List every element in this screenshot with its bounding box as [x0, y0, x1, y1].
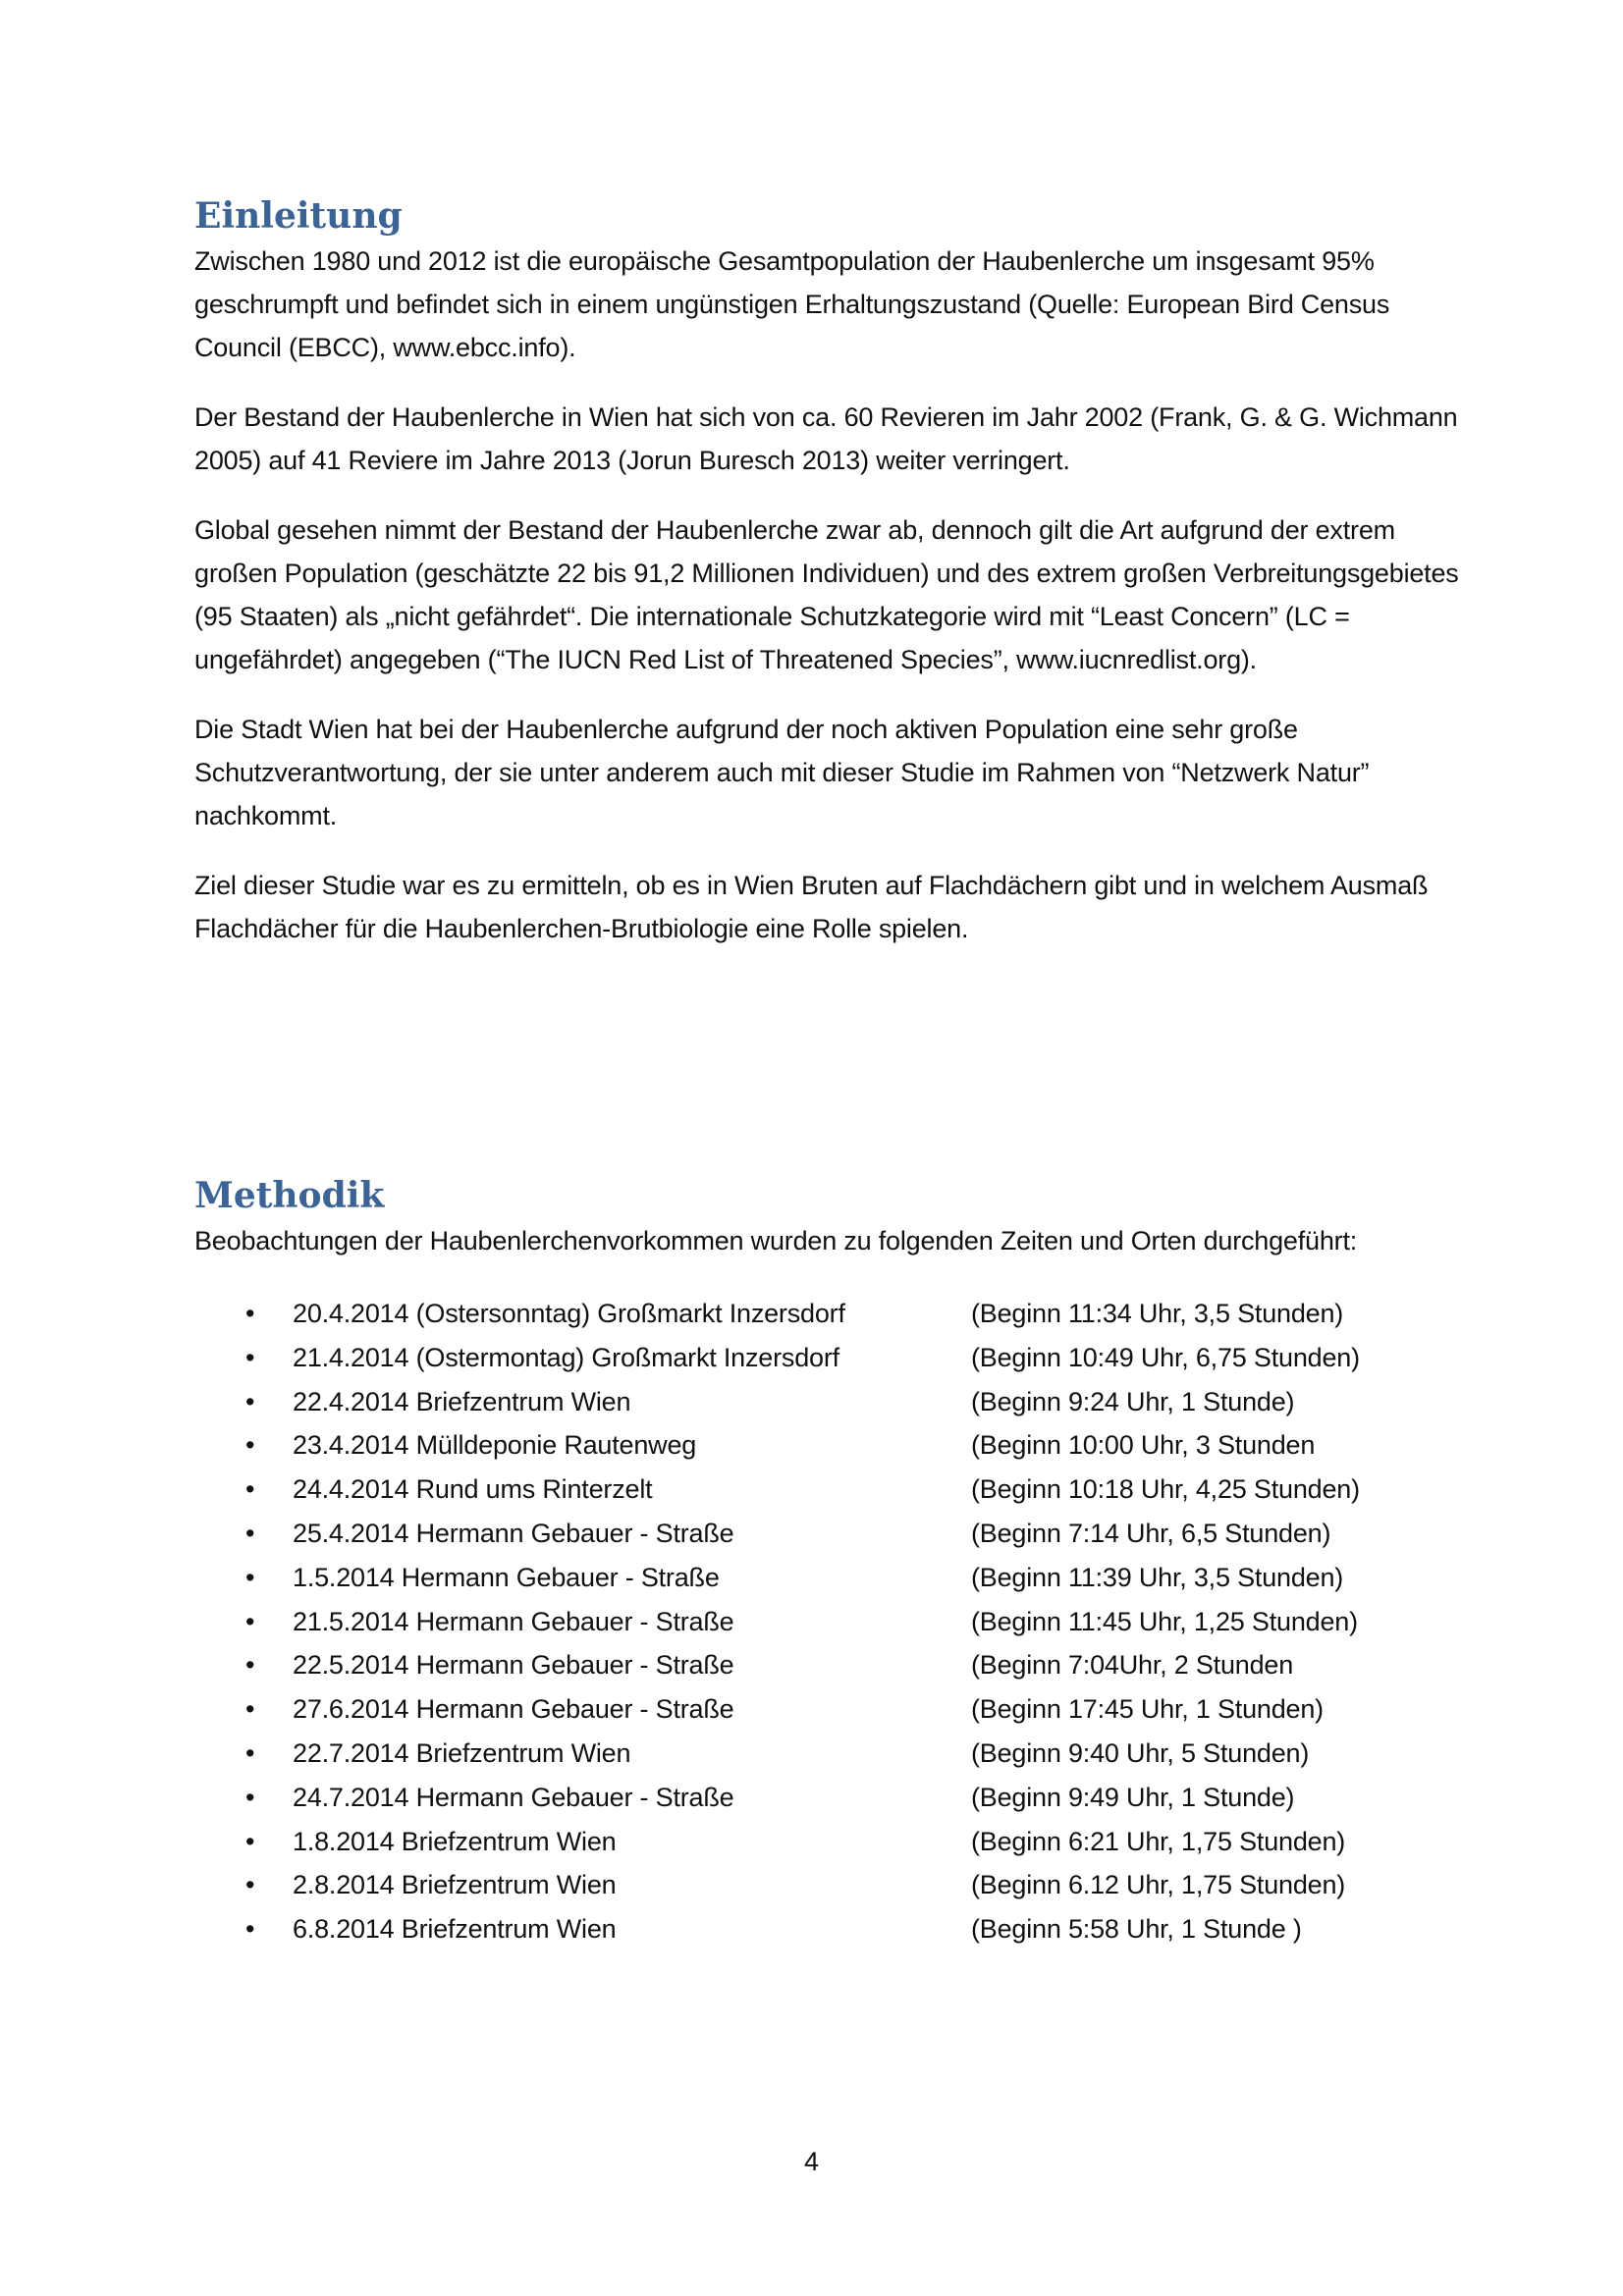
visit-date-place: 6.8.2014 Briefzentrum Wien	[293, 1914, 617, 1945]
list-item	[194, 1732, 1461, 1776]
paragraph-vienna-responsibility: Die Stadt Wien hat bei der Haubenlerche aufgrund der noch aktiven Population eine sehr große Schutzverantwortung, der sie unter anderem auch mit dieser Studie im Rahmen von “Netzwerk Natur” nachkommt.	[194, 715, 1370, 830]
visit-time: (Beginn 10:00 Uhr, 3 Stunden	[971, 1430, 1316, 1461]
visit-date-place: 1.8.2014 Briefzentrum Wien	[293, 1826, 617, 1856]
visit-time: (Beginn 5:58 Uhr, 1 Stunde )	[971, 1914, 1302, 1945]
bullet-icon: •	[245, 1430, 255, 1461]
section-einleitung	[194, 192, 1461, 977]
visit-date-place: 2.8.2014 Briefzentrum Wien	[293, 1870, 617, 1900]
visit-date-place: 24.4.2014 Rund ums Rinterzelt	[293, 1474, 653, 1505]
list-item	[194, 1512, 1461, 1556]
visit-time: (Beginn 10:18 Uhr, 4,25 Stunden)	[971, 1474, 1360, 1505]
observation-list	[194, 1292, 1461, 1951]
list-item	[194, 1907, 1461, 1951]
visit-date-place: 25.4.2014 Hermann Gebauer - Straße	[293, 1518, 734, 1548]
visit-date-place: 21.5.2014 Hermann Gebauer - Straße	[293, 1606, 734, 1636]
page-number: 4	[803, 2147, 820, 2176]
visit-date-place: 22.5.2014 Hermann Gebauer - Straße	[293, 1650, 734, 1681]
bullet-icon: •	[245, 1694, 255, 1725]
list-item	[194, 1820, 1461, 1864]
bullet-icon: •	[245, 1299, 255, 1328]
visit-time: (Beginn 6:21 Uhr, 1,75 Stunden)	[971, 1826, 1346, 1856]
list-item	[194, 1863, 1461, 1907]
list-item	[194, 1687, 1461, 1732]
list-item	[194, 1556, 1461, 1600]
list-item	[194, 1776, 1461, 1820]
list-item	[194, 1468, 1461, 1512]
bullet-icon: •	[245, 1826, 255, 1856]
heading-methodik: Methodik	[194, 1175, 385, 1216]
bullet-icon: •	[245, 1782, 255, 1812]
bullet-icon: •	[245, 1606, 255, 1636]
list-item	[194, 1292, 1461, 1336]
visit-time: (Beginn 7:14 Uhr, 6,5 Stunden)	[971, 1518, 1331, 1548]
visit-time: (Beginn 11:34 Uhr, 3,5 Stunden)	[971, 1299, 1344, 1328]
visit-time: (Beginn 11:39 Uhr, 3,5 Stunden)	[971, 1562, 1344, 1592]
visit-date-place: 22.7.2014 Briefzentrum Wien	[293, 1737, 631, 1768]
bullet-icon: •	[245, 1914, 255, 1945]
section-methodik	[194, 1172, 1461, 1951]
list-item	[194, 1423, 1461, 1468]
visit-time: (Beginn 9:24 Uhr, 1 Stunde)	[971, 1386, 1295, 1416]
bullet-icon: •	[245, 1737, 255, 1768]
list-item	[194, 1336, 1461, 1380]
bullet-icon: •	[245, 1562, 255, 1592]
bullet-icon: •	[245, 1342, 255, 1372]
paragraph-study-goal: Ziel dieser Studie war es zu ermitteln, ob es in Wien Bruten auf Flachdächern gibt und in welchem Ausmaß Flachdächer für die Haubenlerchen-Brutbiologie eine Rolle spielen.	[194, 871, 1429, 943]
paragraph-methodik-intro: Beobachtungen der Haubenlerchenvorkommen wurden zu folgenden Zeiten und Orten durchgeführt:	[194, 1226, 1358, 1255]
bullet-icon: •	[245, 1870, 255, 1900]
visit-date-place: 1.5.2014 Hermann Gebauer - Straße	[293, 1562, 720, 1592]
bullet-icon: •	[245, 1386, 255, 1416]
list-item	[194, 1600, 1461, 1644]
bullet-icon: •	[245, 1518, 255, 1548]
bullet-icon: •	[245, 1650, 255, 1681]
paragraph-global-status: Global gesehen nimmt der Bestand der Haubenlerche zwar ab, dennoch gilt die Art aufgrund der extrem großen Population (geschätzte 22 bis 91,2 Millionen Individuen) und des extrem großen Verbreitungsgebietes (95 Staaten) als „nicht gefährdet“. Die internationale Schutzkategorie wird mit “Least Concern” (LC = ungefährdet) angegeben (“The IUCN Red List of Threatened Species”, www.iucnredlist.org).	[194, 515, 1459, 674]
visit-date-place: 22.4.2014 Briefzentrum Wien	[293, 1386, 631, 1416]
visit-date-place: 27.6.2014 Hermann Gebauer - Straße	[293, 1694, 734, 1725]
visit-date-place: 24.7.2014 Hermann Gebauer - Straße	[293, 1782, 734, 1812]
visit-time: (Beginn 7:04Uhr, 2 Stunden	[971, 1650, 1294, 1681]
bullet-icon: •	[245, 1474, 255, 1505]
list-item	[194, 1380, 1461, 1424]
visit-time: (Beginn 11:45 Uhr, 1,25 Stunden)	[971, 1606, 1358, 1636]
visit-date-place: 21.4.2014 (Ostermontag) Großmarkt Inzersdorf	[293, 1342, 839, 1372]
visit-time: (Beginn 9:49 Uhr, 1 Stunde)	[971, 1782, 1295, 1812]
paragraph-vienna-stock: Der Bestand der Haubenlerche in Wien hat sich von ca. 60 Revieren im Jahr 2002 (Frank, G. & G. Wichmann 2005) auf 41 Reviere im Jahre 2013 (Jorun Buresch 2013) weiter verringert.	[194, 402, 1458, 475]
visit-date-place: 20.4.2014 (Ostersonntag) Großmarkt Inzersdorf	[293, 1299, 845, 1328]
list-item	[194, 1643, 1461, 1687]
visit-time: (Beginn 6.12 Uhr, 1,75 Stunden)	[971, 1870, 1346, 1900]
visit-time: (Beginn 10:49 Uhr, 6,75 Stunden)	[971, 1342, 1360, 1372]
visit-time: (Beginn 17:45 Uhr, 1 Stunden)	[971, 1694, 1324, 1725]
visit-time: (Beginn 9:40 Uhr, 5 Stunden)	[971, 1737, 1310, 1768]
visit-date-place: 23.4.2014 Mülldeponie Rautenweg	[293, 1430, 697, 1461]
paragraph-population-decline: Zwischen 1980 und 2012 ist die europäische Gesamtpopulation der Haubenlerche um insgesamt 95% geschrumpft und befindet sich in einem ungünstigen Erhaltungszustand (Quelle: European Bird Census Council (EBCC), www.ebcc.info).	[194, 246, 1390, 362]
heading-einleitung: Einleitung	[194, 195, 403, 237]
